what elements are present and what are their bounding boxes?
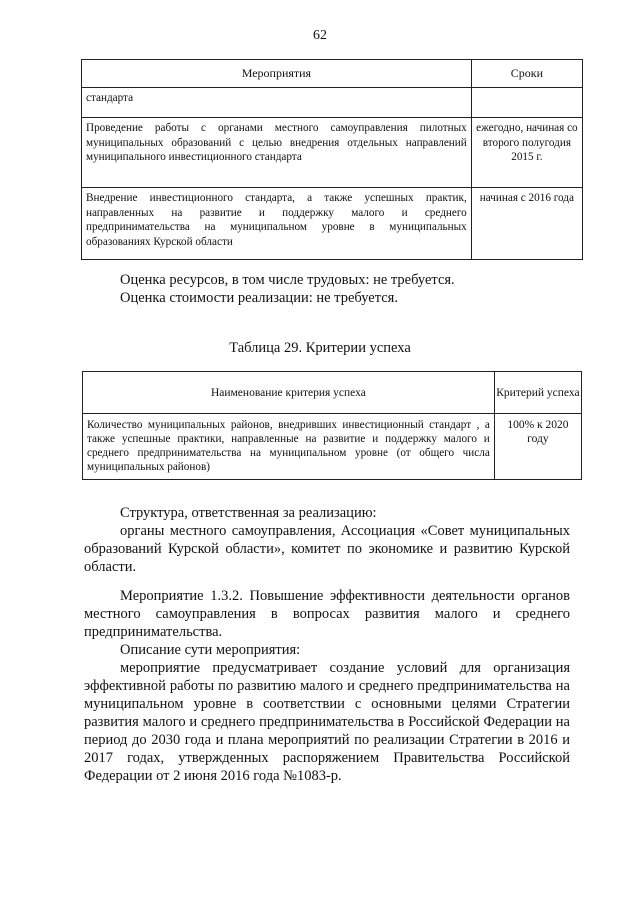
table-row — [82, 118, 583, 188]
structure-label: Структура, ответственная за реализацию: — [120, 505, 377, 521]
description-text: мероприятие предусматривает создание условий для организация эффективной работы по развитию малого и среднего предпринимательства на муниципальном уровне в соответствии с основными целями Стратегии развития малого и среднего предпринимательства в Российской Федерации на период до 2030 года и плана мероприятий по реализации Стратегии в 2016 и 2017 годах, утвержденных распоряжением Правительства Российской Федерации от 2 июня 2016 года №1083-р. — [84, 660, 570, 784]
description-label: Описание сути мероприятия: — [120, 642, 301, 658]
measure-cell: Внедрение инвестиционного стандарта, а также успешных практик, направленных на развитие и поддержку малого и среднего предпринимательства на муниципальном уровне в муниципальных образованиях Курской области — [82, 188, 472, 260]
term-cell: ежегодно, начиная со второго полугодия 2015 г. — [471, 118, 582, 188]
success-criteria-table — [82, 371, 582, 480]
column-header-terms: Сроки — [471, 60, 582, 88]
criterion-value-cell: 100% к 2020 году — [494, 414, 581, 480]
term-cell — [471, 88, 582, 118]
measure-title: Мероприятие 1.3.2. Повышение эффективности деятельности органов местного самоуправления в вопросах развития малого и среднего предпринимательства. — [84, 588, 570, 640]
page-number: 62 — [313, 28, 327, 43]
table-header-row — [82, 60, 583, 88]
criterion-cell: Количество муниципальных районов, внедривших инвестиционный стандарт , а также успешные практики, направленные на развитие и поддержку малого и среднего предпринимательства на муниципальном уровне (от общего числа муниципальных районов) — [83, 414, 495, 480]
column-header-criterion-value: Критерий успеха — [494, 372, 581, 414]
resources-estimate: Оценка ресурсов, в том числе трудовых: не требуется. — [120, 272, 455, 288]
column-header-criterion-name: Наименование критерия успеха — [83, 372, 495, 414]
table-header-row — [83, 372, 582, 414]
measures-table — [81, 59, 583, 260]
measure-cell: стандарта — [82, 88, 472, 118]
measure-cell: Проведение работы с органами местного самоуправления пилотных муниципальных образований с целью внедрения отдельных направлений муниципального инвестиционного стандарта — [82, 118, 472, 188]
table-row — [83, 414, 582, 480]
cost-estimate: Оценка стоимости реализации: не требуется. — [120, 290, 398, 306]
table-row — [82, 188, 583, 260]
structure-text: органы местного самоуправления, Ассоциация «Совет муниципальных образований Курской области», комитет по экономике и развитию Курской области. — [84, 523, 570, 575]
table-row — [82, 88, 583, 118]
table-title: Таблица 29. Критерии успеха — [229, 340, 411, 356]
column-header-measures: Мероприятия — [82, 60, 472, 88]
term-cell: начиная с 2016 года — [471, 188, 582, 260]
